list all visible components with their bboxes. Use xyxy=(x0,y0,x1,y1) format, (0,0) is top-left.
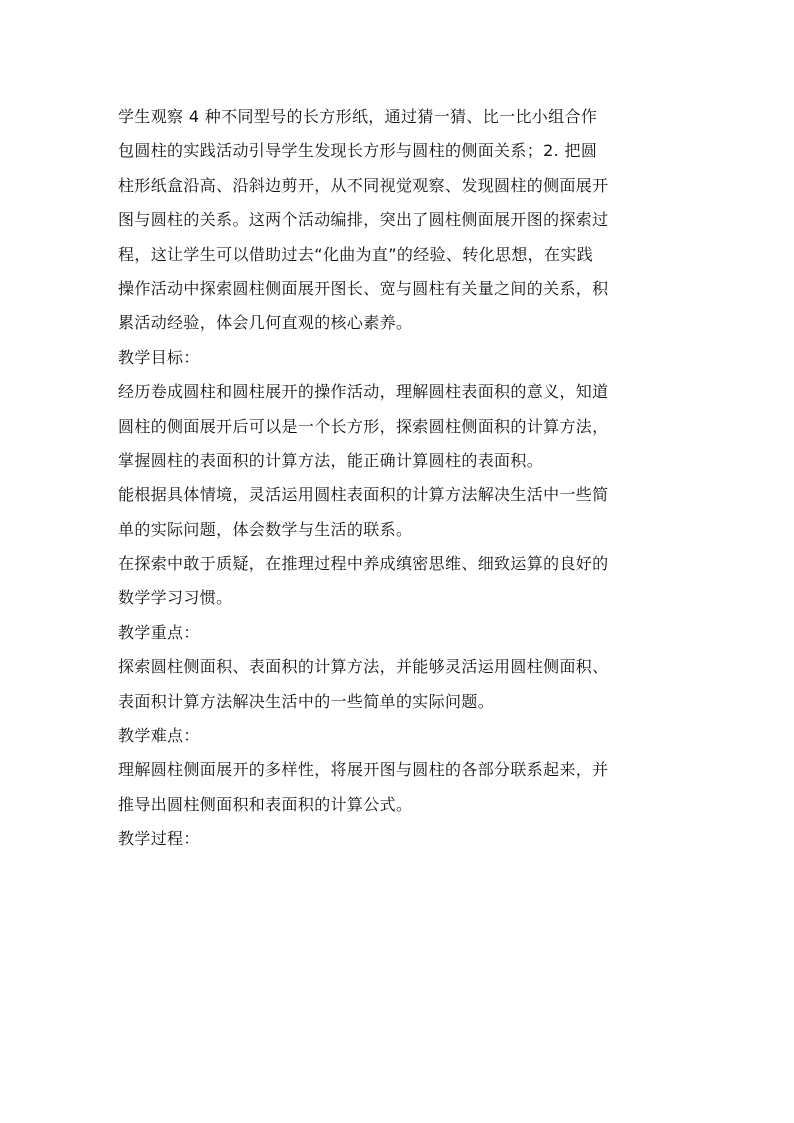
paragraph-line: 表面积计算方法解决生活中的一些简单的实际问题。 xyxy=(118,691,495,711)
paragraph-line: 学生观察 4 种不同型号的长方形纸，通过猜一猜、比一比小组合作 xyxy=(118,107,598,126)
paragraph-line: 掌握圆柱的表面积的计算方法，能正确计算圆柱的表面积。 xyxy=(118,450,544,470)
paragraph-line: 探索圆柱侧面积、表面积的计算方法，并能够灵活运用圆柱侧面积、 xyxy=(118,657,609,677)
paragraph-line: 图与圆柱的关系。这两个活动编排，突出了圆柱侧面展开图的探索过 xyxy=(118,210,609,230)
paragraph-line: 数学学习习惯。 xyxy=(118,588,233,608)
section-heading-key-points: 教学重点： xyxy=(118,622,200,642)
paragraph-line: 柱形纸盒沿高、沿斜边剪开，从不同视觉观察、发现圆柱的侧面展开 xyxy=(118,175,609,195)
paragraph-line: 包圆柱的实践活动引导学生发现长方形与圆柱的侧面关系；2. 把圆 xyxy=(118,141,598,161)
paragraph-line: 圆柱的侧面展开后可以是一个长方形，探索圆柱侧面积的计算方法， xyxy=(118,416,609,436)
section-heading-teaching-goals: 教学目标： xyxy=(118,347,200,367)
paragraph-line: 经历卷成圆柱和圆柱展开的操作活动，理解圆柱表面积的意义，知道 xyxy=(118,382,609,402)
paragraph-line: 能根据具体情境，灵活运用圆柱表面积的计算方法解决生活中一些简 xyxy=(118,485,609,505)
paragraph-line: 累活动经验，体会几何直观的核心素养。 xyxy=(118,313,413,333)
paragraph-line: 程，这让学生可以借助过去“化曲为直”的经验、转化思想，在实践 xyxy=(118,244,594,264)
paragraph-line: 理解圆柱侧面展开的多样性，将展开图与圆柱的各部分联系起来，并 xyxy=(118,760,609,780)
document-body xyxy=(118,100,680,857)
paragraph-line: 在探索中敢于质疑，在推理过程中养成缜密思维、细致运算的良好的 xyxy=(118,554,609,574)
paragraph-line: 操作活动中探索圆柱侧面展开图长、宽与圆柱有关量之间的关系，积 xyxy=(118,278,609,298)
paragraph-line: 推导出圆柱侧面积和表面积的计算公式。 xyxy=(118,794,413,814)
section-heading-difficulties: 教学难点： xyxy=(118,726,200,746)
paragraph-line: 单的实际问题，体会数学与生活的联系。 xyxy=(118,519,413,539)
section-heading-teaching-process: 教学过程： xyxy=(118,829,200,849)
